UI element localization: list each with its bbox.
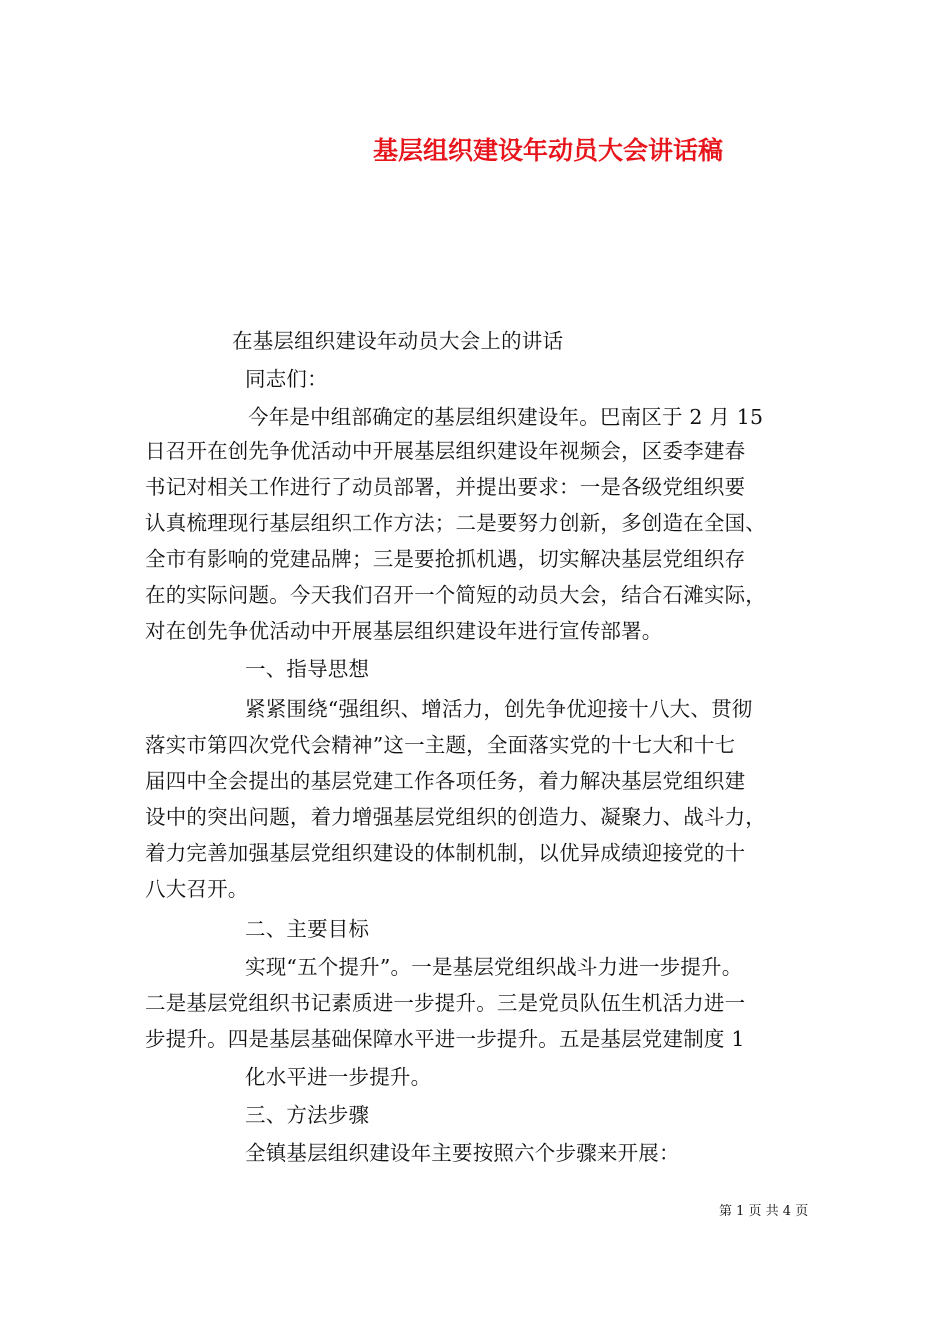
body-line-5: 书记对相关工作进行了动员部署，并提出要求：一是各级党组织要 xyxy=(145,475,746,499)
body-line-21: 化水平进一步提升。 xyxy=(245,1065,432,1089)
body-line-4: 日召开在创先争优活动中开展基层组织建设年视频会，区委李建春 xyxy=(145,439,746,463)
body-line-20: 步提升。四是基层基础保障水平进一步提升。五是基层党建制度 1 xyxy=(145,1027,745,1051)
body-line-12: 落实市第四次党代会精神”这一主题，全面落实党的十七大和十七 xyxy=(145,733,736,757)
body-line-11: 紧紧围绕“强组织、增活力，创先争优迎接十八大、贯彻 xyxy=(245,697,753,721)
body-line-14: 设中的突出问题，着力增强基层党组织的创造力、凝聚力、战斗力， xyxy=(145,805,766,829)
body-line-2: 同志们： xyxy=(245,367,328,391)
section-heading-3: 三、方法步骤 xyxy=(245,1103,370,1127)
body-line-1: 在基层组织建设年动员大会上的讲话 xyxy=(232,329,564,353)
body-line-9: 对在创先争优活动中开展基层组织建设年进行宣传部署。 xyxy=(145,619,663,643)
body-line-7: 全市有影响的党建品牌；三是要抢抓机遇，切实解决基层党组织存 xyxy=(145,547,746,571)
body-line-19: 二是基层党组织书记素质进一步提升。三是党员队伍生机活力进一 xyxy=(145,991,746,1015)
body-line-16: 八大召开。 xyxy=(145,877,249,901)
body-line-6: 认真梳理现行基层组织工作方法；二是要努力创新，多创造在全国、 xyxy=(145,511,766,535)
body-line-23: 全镇基层组织建设年主要按照六个步骤来开展： xyxy=(245,1141,680,1165)
body-line-3: 今年是中组部确定的基层组织建设年。巴南区于 2 月 15 xyxy=(248,405,764,429)
page-number-footer: 第 1 页 共 4 页 xyxy=(719,1204,809,1219)
section-heading-2: 二、主要目标 xyxy=(245,917,370,941)
document-title: 基层组织建设年动员大会讲话稿 xyxy=(372,136,723,165)
body-line-18: 实现“五个提升”。一是基层党组织战斗力进一步提升。 xyxy=(245,955,743,979)
body-line-8: 在的实际问题。今天我们召开一个简短的动员大会，结合石滩实际， xyxy=(145,583,766,607)
section-heading-1: 一、指导思想 xyxy=(245,657,370,681)
body-line-13: 届四中全会提出的基层党建工作各项任务，着力解决基层党组织建 xyxy=(145,769,746,793)
body-line-15: 着力完善加强基层党组织建设的体制机制，以优异成绩迎接党的十 xyxy=(145,841,746,865)
